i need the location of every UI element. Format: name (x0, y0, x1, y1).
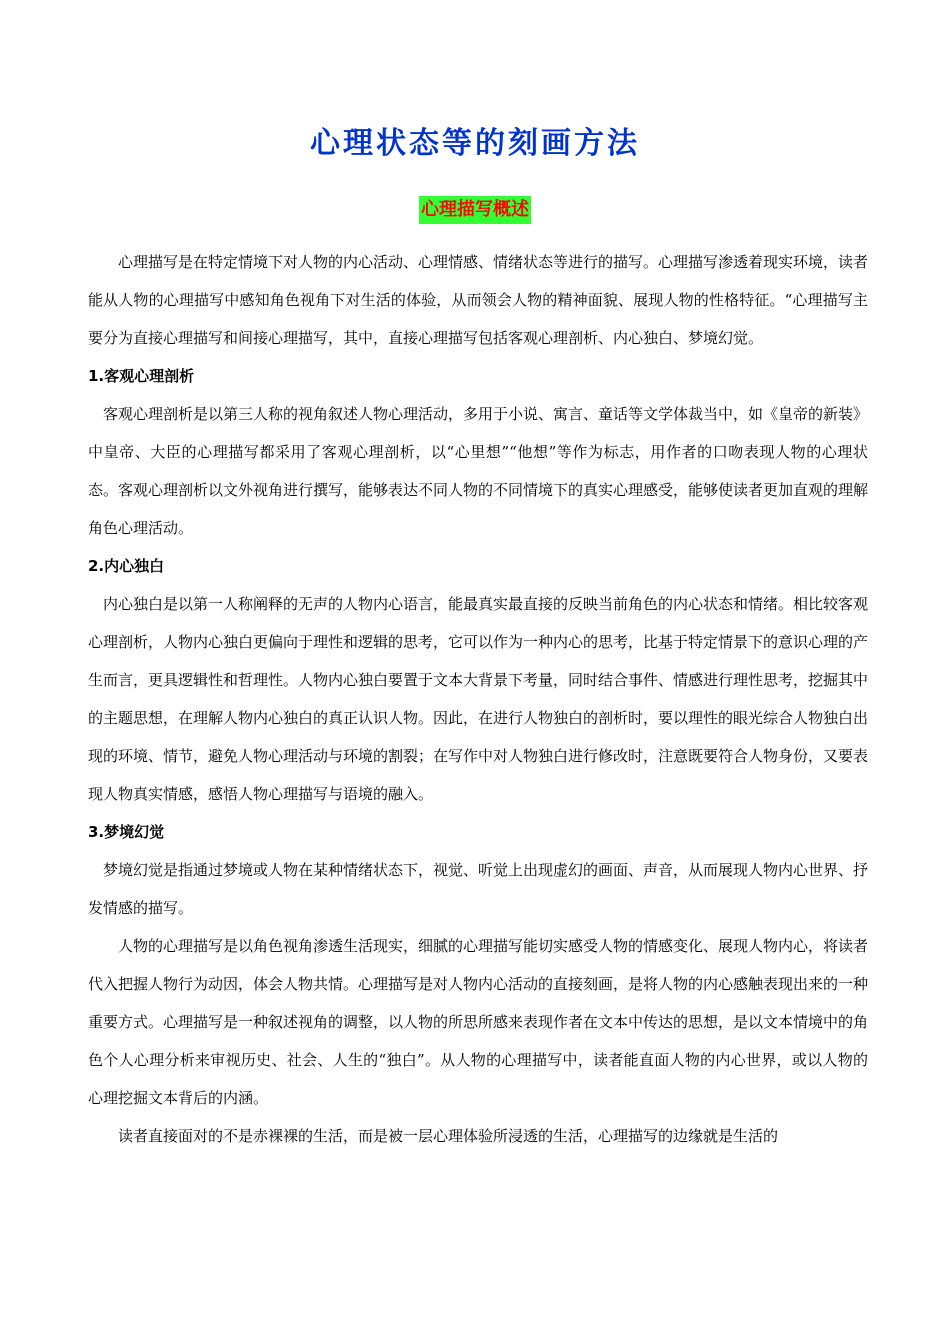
section-heading: 1.客观心理剖析 (88, 367, 195, 385)
section-subtitle: 心理描写概述 (419, 196, 531, 224)
intro-paragraph: 心理描写是在特定情境下对人物的内心活动、心理情感、情绪状态等进行的描写。心理描写渗透着现实环境，读者能从人物的心理描写中感知角色视角下对生活的体验，从而领会人物的精神面貌、展现人物的性格特征。“心理描写主要分为直接心理描写和间接心理描写，其中，直接心理描写包括客观心理剖析、内心独白、梦境幻觉。 (88, 253, 869, 347)
section-paragraph: 梦境幻觉是指通过梦境或人物在某种情绪状态下，视觉、听觉上出现虚幻的画面、声音，从而展现人物内心世界、抒发情感的描写。 (88, 861, 869, 917)
section-heading: 3.梦境幻觉 (88, 823, 165, 841)
body-paragraph: 读者直接面对的不是赤裸裸的生活，而是被一层心理体验所浸透的生活，心理描写的边缘就是生活的 (118, 1127, 779, 1145)
document-body (88, 243, 868, 1155)
body-paragraph: 人物的心理描写是以角色视角渗透生活现实，细腻的心理描写能切实感受人物的情感变化、展现人物内心，将读者代入把握人物行为动因，体会人物共情。心理描写是对人物内心活动的直接刻画，是将人物的内心感触表现出来的一种重要方式。心理描写是一种叙述视角的调整，以人物的所思所感来表现作者在文本中传达的思想，是以文本情境中的角色个人心理分析来审视历史、社会、人生的“独白”。从人物的心理描写中，读者能直面人物的内心世界，或以人物的心理挖掘文本背后的内涵。 (88, 937, 869, 1107)
section-paragraph: 客观心理剖析是以第三人称的视角叙述人物心理活动，多用于小说、寓言、童话等文学体裁当中，如《皇帝的新装》中皇帝、大臣的心理描写都采用了客观心理剖析，以“心里想”“他想”等作为标志，用作者的口吻表现人物的心理状态。客观心理剖析以文外视角进行撰写，能够表达不同人物的不同情境下的真实心理感受，能够使读者更加直观的理解角色心理活动。 (88, 405, 869, 537)
section-heading: 2.内心独白 (88, 557, 165, 575)
subtitle-wrap (0, 196, 950, 224)
document-title: 心理状态等的刻画方法 (310, 126, 640, 161)
section-paragraph: 内心独白是以第一人称阐释的无声的人物内心语言，能最真实最直接的反映当前角色的内心状态和情绪。相比较客观心理剖析，人物内心独白更偏向于理性和逻辑的思考，它可以作为一种内心的思考，比基于特定情景下的意识心理的产生而言，更具逻辑性和哲理性。人物内心独白要置于文本大背景下考量，同时结合事件、情感进行理性思考，挖掘其中的主题思想，在理解人物内心独白的真正认识人物。因此，在进行人物独白的剖析时，要以理性的眼光综合人物独白出现的环境、情节，避免人物心理活动与环境的割裂；在写作中对人物独白进行修改时，注意既要符合人物身份，又要表现人物真实情感，感悟人物心理描写与语境的融入。 (88, 595, 869, 803)
